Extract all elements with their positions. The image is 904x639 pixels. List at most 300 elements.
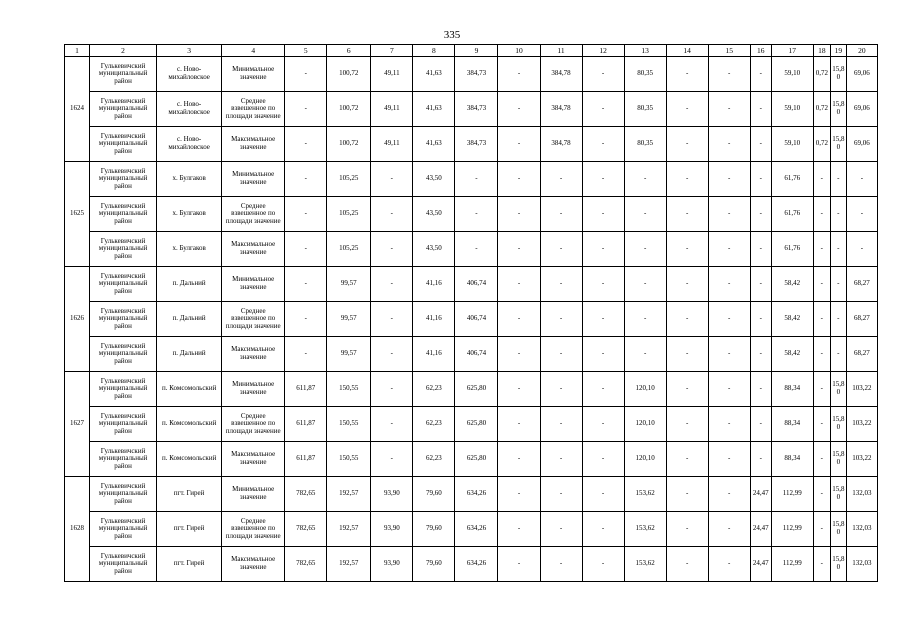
table-cell: 150,55 xyxy=(327,372,371,407)
table-cell: 625,80 xyxy=(455,372,498,407)
table-body xyxy=(65,45,878,582)
table-cell: 59,10 xyxy=(771,127,813,162)
table-cell: Максимальное значение xyxy=(222,232,285,267)
table-cell: 112,99 xyxy=(771,547,813,582)
table-cell: 105,25 xyxy=(327,162,371,197)
table-cell: - xyxy=(540,267,582,302)
table-row xyxy=(65,267,878,302)
table-cell: Минимальное значение xyxy=(222,267,285,302)
table-cell: 384,78 xyxy=(540,127,582,162)
table-cell: 15,80 xyxy=(830,442,846,477)
table-cell: - xyxy=(498,477,540,512)
table-cell: 79,60 xyxy=(413,477,455,512)
table-cell: 62,23 xyxy=(413,372,455,407)
table-cell: - xyxy=(498,57,540,92)
table-row xyxy=(65,302,878,337)
column-header: 11 xyxy=(540,45,582,57)
table-cell: - xyxy=(813,547,830,582)
table-cell: - xyxy=(666,57,708,92)
table-cell: 58,42 xyxy=(771,337,813,372)
table-cell: - xyxy=(830,337,846,372)
table-cell: 105,25 xyxy=(327,197,371,232)
table-cell: - xyxy=(846,162,877,197)
table-cell: 41,63 xyxy=(413,127,455,162)
table-cell: - xyxy=(830,267,846,302)
table-cell: 88,34 xyxy=(771,372,813,407)
table-cell: 15,80 xyxy=(830,407,846,442)
table-cell: Максимальное значение xyxy=(222,442,285,477)
table-cell: Гулькевичский муниципальный район xyxy=(90,372,157,407)
table-cell: - xyxy=(750,337,771,372)
table-cell: 103,22 xyxy=(846,372,877,407)
table-cell: - xyxy=(540,162,582,197)
table-cell: 93,90 xyxy=(371,547,413,582)
table-cell: - xyxy=(708,442,750,477)
table-cell: Гулькевичский муниципальный район xyxy=(90,162,157,197)
table-cell: - xyxy=(708,92,750,127)
table-cell: 58,42 xyxy=(771,267,813,302)
table-cell: - xyxy=(498,547,540,582)
column-header: 2 xyxy=(90,45,157,57)
table-cell: п. Дальний xyxy=(157,337,222,372)
table-cell: - xyxy=(708,57,750,92)
table-cell: 79,60 xyxy=(413,512,455,547)
table-row xyxy=(65,127,878,162)
table-cell: - xyxy=(498,302,540,337)
table-cell: 782,65 xyxy=(285,512,327,547)
table-cell: - xyxy=(813,267,830,302)
table-cell: - xyxy=(285,57,327,92)
table-cell: 62,23 xyxy=(413,442,455,477)
table-cell: - xyxy=(498,232,540,267)
table-cell: 406,74 xyxy=(455,337,498,372)
table-cell: - xyxy=(666,197,708,232)
table-cell: Гулькевичский муниципальный район xyxy=(90,232,157,267)
table-cell: 59,10 xyxy=(771,92,813,127)
table-cell: - xyxy=(708,267,750,302)
table-cell: Гулькевичский муниципальный район xyxy=(90,512,157,547)
table-cell: - xyxy=(540,477,582,512)
table-cell: 61,76 xyxy=(771,197,813,232)
row-number-cell: 1627 xyxy=(65,372,90,477)
table-cell: - xyxy=(582,267,624,302)
table-cell: - xyxy=(813,232,830,267)
table-cell: 384,73 xyxy=(455,92,498,127)
table-cell: - xyxy=(371,302,413,337)
table-cell: 112,99 xyxy=(771,512,813,547)
table-cell: 88,34 xyxy=(771,442,813,477)
row-number-cell: 1626 xyxy=(65,267,90,372)
table-cell: - xyxy=(666,162,708,197)
table-cell: 150,55 xyxy=(327,442,371,477)
table-row xyxy=(65,197,878,232)
table-cell: - xyxy=(666,547,708,582)
table-cell: 24,47 xyxy=(750,547,771,582)
table-cell: - xyxy=(582,407,624,442)
table-row xyxy=(65,57,878,92)
table-cell: 384,73 xyxy=(455,57,498,92)
table-cell: - xyxy=(666,92,708,127)
table-row xyxy=(65,512,878,547)
table-cell: 80,35 xyxy=(624,127,666,162)
table-cell: - xyxy=(540,547,582,582)
table-row xyxy=(65,92,878,127)
table-cell: 58,42 xyxy=(771,302,813,337)
table-cell: Минимальное значение xyxy=(222,162,285,197)
table-cell: с. Ново-михайловское xyxy=(157,57,222,92)
table-cell: - xyxy=(666,512,708,547)
table-cell: Максимальное значение xyxy=(222,127,285,162)
table-cell: 62,23 xyxy=(413,407,455,442)
table-cell: - xyxy=(540,197,582,232)
table-row xyxy=(65,477,878,512)
table-cell: - xyxy=(582,337,624,372)
table-cell: 80,35 xyxy=(624,92,666,127)
column-header: 14 xyxy=(666,45,708,57)
table-cell: 0,72 xyxy=(813,92,830,127)
table-cell: 192,57 xyxy=(327,512,371,547)
table-cell: - xyxy=(540,407,582,442)
table-cell: - xyxy=(666,267,708,302)
table-cell: - xyxy=(666,337,708,372)
table-cell: - xyxy=(750,57,771,92)
table-cell: - xyxy=(498,197,540,232)
table-cell: 49,11 xyxy=(371,92,413,127)
table-cell: пгт. Гирей xyxy=(157,512,222,547)
table-cell: - xyxy=(813,302,830,337)
table-cell: 0,72 xyxy=(813,127,830,162)
table-cell: - xyxy=(708,477,750,512)
table-cell: - xyxy=(624,197,666,232)
table-row xyxy=(65,337,878,372)
table-cell: - xyxy=(750,92,771,127)
table-cell: Гулькевичский муниципальный район xyxy=(90,547,157,582)
table-cell: - xyxy=(371,197,413,232)
table-cell: - xyxy=(813,407,830,442)
table-cell: - xyxy=(582,372,624,407)
table-cell: - xyxy=(498,407,540,442)
table-cell: 192,57 xyxy=(327,547,371,582)
table-cell: - xyxy=(830,302,846,337)
column-header: 10 xyxy=(498,45,540,57)
table-cell: 0,72 xyxy=(813,57,830,92)
table-cell: - xyxy=(813,372,830,407)
table-cell: Максимальное значение xyxy=(222,337,285,372)
table-row xyxy=(65,162,878,197)
table-cell: 120,10 xyxy=(624,407,666,442)
table-cell: - xyxy=(582,512,624,547)
table-cell: - xyxy=(666,407,708,442)
table-cell: - xyxy=(582,302,624,337)
table-cell: 43,50 xyxy=(413,232,455,267)
table-cell: - xyxy=(624,337,666,372)
table-cell: с. Ново-михайловское xyxy=(157,92,222,127)
table-cell: - xyxy=(624,267,666,302)
table-cell: с. Ново-михайловское xyxy=(157,127,222,162)
table-cell: - xyxy=(708,232,750,267)
table-cell: 384,78 xyxy=(540,57,582,92)
table-cell: 611,87 xyxy=(285,372,327,407)
table-cell: - xyxy=(285,162,327,197)
table-cell: 93,90 xyxy=(371,512,413,547)
table-cell: - xyxy=(582,197,624,232)
table-cell: 120,10 xyxy=(624,372,666,407)
table-cell: 41,63 xyxy=(413,57,455,92)
column-header: 13 xyxy=(624,45,666,57)
table-cell: 24,47 xyxy=(750,512,771,547)
table-cell: 68,27 xyxy=(846,267,877,302)
page-number: 335 xyxy=(443,29,461,41)
table-cell: Среднее взвешенное по площади значение xyxy=(222,197,285,232)
table-cell: - xyxy=(750,442,771,477)
table-cell: п. Комсомольский xyxy=(157,407,222,442)
table-cell: 112,99 xyxy=(771,477,813,512)
table-cell: Гулькевичский муниципальный район xyxy=(90,407,157,442)
table-cell: - xyxy=(813,512,830,547)
table-cell: 99,57 xyxy=(327,267,371,302)
table-cell: - xyxy=(540,512,582,547)
table-cell: 99,57 xyxy=(327,302,371,337)
table-cell: - xyxy=(285,267,327,302)
table-cell: п. Комсомольский xyxy=(157,442,222,477)
table-cell: - xyxy=(708,372,750,407)
table-row xyxy=(65,442,878,477)
table-cell: 61,76 xyxy=(771,162,813,197)
table-cell: Гулькевичский муниципальный район xyxy=(90,337,157,372)
table-cell: - xyxy=(582,547,624,582)
table-cell: Среднее взвешенное по площади значение xyxy=(222,512,285,547)
table-cell: - xyxy=(371,162,413,197)
table-cell: - xyxy=(750,232,771,267)
column-header: 7 xyxy=(371,45,413,57)
table-cell: - xyxy=(846,232,877,267)
table-cell: - xyxy=(666,127,708,162)
table-cell: - xyxy=(371,337,413,372)
table-cell: п. Комсомольский xyxy=(157,372,222,407)
table-cell: - xyxy=(498,162,540,197)
table-cell: 100,72 xyxy=(327,92,371,127)
header-row xyxy=(65,45,878,57)
table-cell: Гулькевичский муниципальный район xyxy=(90,57,157,92)
table-cell: - xyxy=(666,232,708,267)
table-cell: 153,62 xyxy=(624,477,666,512)
table-cell: - xyxy=(582,92,624,127)
table-cell: - xyxy=(666,372,708,407)
table-cell: - xyxy=(830,197,846,232)
table-cell: - xyxy=(498,267,540,302)
column-header: 20 xyxy=(846,45,877,57)
table-cell: 99,57 xyxy=(327,337,371,372)
table-cell: - xyxy=(750,407,771,442)
table-cell: - xyxy=(708,197,750,232)
table-cell: - xyxy=(582,442,624,477)
table-row xyxy=(65,372,878,407)
table-cell: Среднее взвешенное по площади значение xyxy=(222,407,285,442)
table-cell: - xyxy=(455,197,498,232)
table-cell: 103,22 xyxy=(846,407,877,442)
table-cell: 43,50 xyxy=(413,162,455,197)
column-header: 6 xyxy=(327,45,371,57)
table-cell: 15,80 xyxy=(830,512,846,547)
table-cell: 132,03 xyxy=(846,512,877,547)
table-cell: - xyxy=(285,197,327,232)
table-cell: 43,50 xyxy=(413,197,455,232)
table-cell: 100,72 xyxy=(327,127,371,162)
table-cell: - xyxy=(666,302,708,337)
table-row xyxy=(65,547,878,582)
table-cell: - xyxy=(708,337,750,372)
table-cell: Минимальное значение xyxy=(222,477,285,512)
table-cell: 15,80 xyxy=(830,92,846,127)
table-cell: - xyxy=(666,442,708,477)
table-cell: 103,22 xyxy=(846,442,877,477)
table-cell: 625,80 xyxy=(455,407,498,442)
column-header: 18 xyxy=(813,45,830,57)
table-cell: 100,72 xyxy=(327,57,371,92)
table-cell: - xyxy=(830,232,846,267)
table-cell: 69,06 xyxy=(846,57,877,92)
table-cell: 132,03 xyxy=(846,547,877,582)
column-header: 16 xyxy=(750,45,771,57)
table-cell: 15,80 xyxy=(830,477,846,512)
table-cell: - xyxy=(624,162,666,197)
table-cell: - xyxy=(624,232,666,267)
table-cell: - xyxy=(846,197,877,232)
table-cell: 634,26 xyxy=(455,477,498,512)
table-cell: - xyxy=(455,162,498,197)
table-cell: 782,65 xyxy=(285,547,327,582)
table-cell: - xyxy=(813,162,830,197)
table-cell: - xyxy=(708,127,750,162)
table-cell: 69,06 xyxy=(846,92,877,127)
row-number-cell: 1628 xyxy=(65,477,90,582)
table-row xyxy=(65,407,878,442)
table-cell: 634,26 xyxy=(455,512,498,547)
table-cell: 153,62 xyxy=(624,512,666,547)
table-cell: 406,74 xyxy=(455,267,498,302)
table-cell: - xyxy=(750,267,771,302)
column-header: 12 xyxy=(582,45,624,57)
table-cell: Гулькевичский муниципальный район xyxy=(90,477,157,512)
table-cell: - xyxy=(498,92,540,127)
table-cell: - xyxy=(666,477,708,512)
table-cell: - xyxy=(540,302,582,337)
data-table xyxy=(64,44,878,582)
table-cell: 384,78 xyxy=(540,92,582,127)
table-cell: - xyxy=(371,267,413,302)
table-cell: - xyxy=(813,477,830,512)
table-cell: 49,11 xyxy=(371,127,413,162)
table-cell: 150,55 xyxy=(327,407,371,442)
table-cell: Гулькевичский муниципальный район xyxy=(90,197,157,232)
table-cell: х. Булгаков xyxy=(157,232,222,267)
table-cell: х. Булгаков xyxy=(157,162,222,197)
table-cell: пгт. Гирей xyxy=(157,477,222,512)
table-cell: - xyxy=(813,197,830,232)
table-cell: - xyxy=(371,407,413,442)
table-cell: - xyxy=(750,372,771,407)
table-cell: - xyxy=(498,442,540,477)
table-cell: 153,62 xyxy=(624,547,666,582)
table-cell: - xyxy=(371,232,413,267)
table-cell: - xyxy=(371,372,413,407)
table-cell: 24,47 xyxy=(750,477,771,512)
column-header: 8 xyxy=(413,45,455,57)
row-number-cell: 1624 xyxy=(65,57,90,162)
table-cell: Минимальное значение xyxy=(222,372,285,407)
table-cell: - xyxy=(813,442,830,477)
table-cell: - xyxy=(498,512,540,547)
table-cell: 61,76 xyxy=(771,232,813,267)
table-cell: 782,65 xyxy=(285,477,327,512)
table-cell: 611,87 xyxy=(285,442,327,477)
table-cell: 80,35 xyxy=(624,57,666,92)
table-cell: - xyxy=(540,442,582,477)
table-cell: 41,16 xyxy=(413,267,455,302)
table-cell: 15,80 xyxy=(830,372,846,407)
column-header: 17 xyxy=(771,45,813,57)
table-cell: - xyxy=(708,547,750,582)
table-cell: 132,03 xyxy=(846,477,877,512)
column-header: 3 xyxy=(157,45,222,57)
table-cell: - xyxy=(830,162,846,197)
table-cell: - xyxy=(285,92,327,127)
row-number-cell: 1625 xyxy=(65,162,90,267)
table-cell: - xyxy=(540,337,582,372)
table-cell: - xyxy=(285,232,327,267)
table-cell: - xyxy=(498,337,540,372)
table-cell: 41,16 xyxy=(413,337,455,372)
table-cell: Среднее взвешенное по площади значение xyxy=(222,92,285,127)
table-cell: Гулькевичский муниципальный район xyxy=(90,302,157,337)
table-cell: х. Булгаков xyxy=(157,197,222,232)
table-cell: - xyxy=(813,337,830,372)
table-cell: 79,60 xyxy=(413,547,455,582)
table-cell: 15,80 xyxy=(830,127,846,162)
table-cell: - xyxy=(750,197,771,232)
table-cell: 59,10 xyxy=(771,57,813,92)
table-cell: - xyxy=(708,512,750,547)
table-cell: 192,57 xyxy=(327,477,371,512)
table-cell: 384,73 xyxy=(455,127,498,162)
column-header: 1 xyxy=(65,45,90,57)
table-cell: 41,63 xyxy=(413,92,455,127)
table-cell: - xyxy=(750,162,771,197)
table-cell: Гулькевичский муниципальный район xyxy=(90,442,157,477)
table-cell: - xyxy=(540,372,582,407)
table-cell: Гулькевичский муниципальный район xyxy=(90,127,157,162)
table-cell: 69,06 xyxy=(846,127,877,162)
table-cell: - xyxy=(540,232,582,267)
table-cell: - xyxy=(285,337,327,372)
table-cell: 68,27 xyxy=(846,302,877,337)
table-cell: - xyxy=(624,302,666,337)
table-cell: - xyxy=(285,302,327,337)
table-cell: - xyxy=(708,407,750,442)
table-cell: 88,34 xyxy=(771,407,813,442)
table-cell: - xyxy=(750,302,771,337)
table-cell: - xyxy=(582,57,624,92)
table-cell: - xyxy=(582,162,624,197)
table-cell: 406,74 xyxy=(455,302,498,337)
table-cell: 634,26 xyxy=(455,547,498,582)
table-cell: п. Дальний xyxy=(157,267,222,302)
table-cell: Минимальное значение xyxy=(222,57,285,92)
column-header: 19 xyxy=(830,45,846,57)
table-cell: 15,80 xyxy=(830,547,846,582)
table-cell: Максимальное значение xyxy=(222,547,285,582)
table-cell: - xyxy=(285,127,327,162)
